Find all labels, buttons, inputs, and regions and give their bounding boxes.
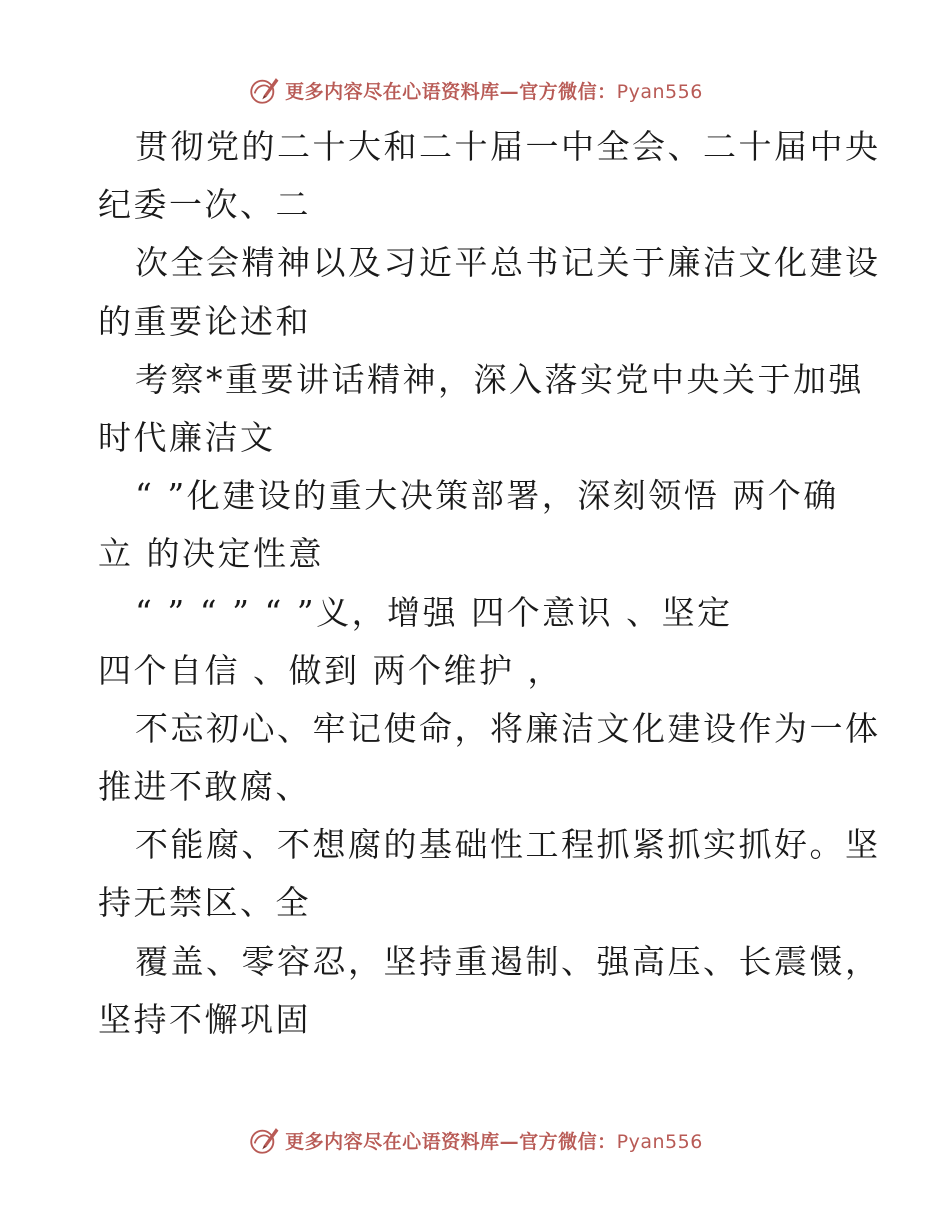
text-line: 持无禁区、全 — [98, 883, 311, 923]
header-watermark — [0, 70, 950, 110]
text-line: 考察*重要讲话精神，深入落实党中央关于加强 — [135, 359, 864, 399]
text-line: 四个自信 、做到 两个维护 ， — [98, 650, 563, 690]
pen-swirl-logo-icon — [247, 73, 281, 107]
footer-watermark — [0, 1120, 950, 1160]
text-line: “ ” “ ” “ ”义，增强 四个意识 、坚定 — [135, 592, 733, 632]
watermark-text: 更多内容尽在心语资料库—官方微信：Pyan556 — [285, 1130, 703, 1153]
text-line: “ ”化建设的重大决策部署，深刻领悟 两个确 — [135, 476, 839, 516]
text-line: 覆盖、零容忍，坚持重遏制、强高压、长震慑， — [135, 941, 881, 981]
watermark-id: Pyan556 — [616, 80, 703, 103]
text-line: 不能腐、不想腐的基础性工程抓紧抓实抓好。坚 — [135, 825, 881, 865]
text-line: 时代廉洁文 — [98, 417, 276, 457]
text-line: 不忘初心、牢记使命，将廉洁文化建设作为一体 — [135, 708, 881, 748]
text-line: 推进不敢腐、 — [98, 767, 311, 807]
watermark-id: Pyan556 — [616, 1130, 703, 1153]
text-line: 立 的决定性意 — [98, 534, 324, 574]
text-line: 次全会精神以及习近平总书记关于廉洁文化建设 — [135, 243, 881, 283]
pen-swirl-logo-icon — [247, 1123, 281, 1157]
watermark-text: 更多内容尽在心语资料库—官方微信：Pyan556 — [285, 80, 703, 103]
text-line: 纪委一次、二 — [98, 185, 311, 225]
text-line: 贯彻党的二十大和二十届一中全会、二十届中央 — [135, 127, 881, 166]
text-line: 的重要论述和 — [98, 301, 311, 341]
text-line: 坚持不懈巩固 — [98, 999, 311, 1039]
document-body — [98, 118, 881, 1049]
